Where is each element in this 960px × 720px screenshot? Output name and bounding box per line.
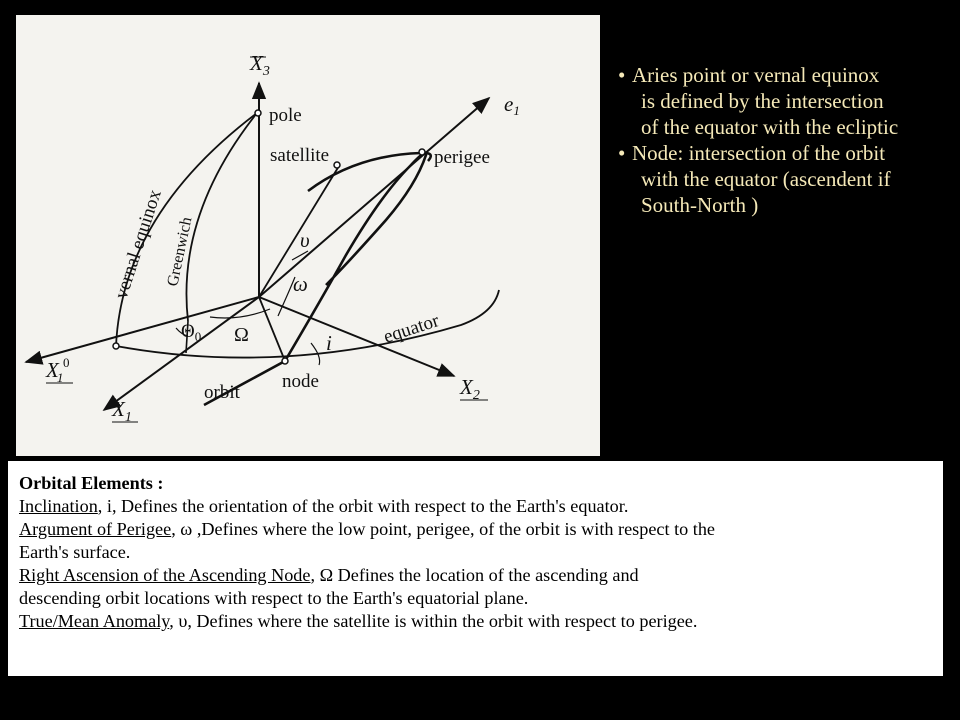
definition-notes (618, 62, 960, 218)
element-term: Argument of Perigee (19, 519, 172, 539)
perigee-label: perigee (434, 147, 490, 168)
panel-title: Orbital Elements : (19, 473, 164, 493)
element-description-continued: descending orbit locations with respect to the Earth's equatorial plane. (19, 588, 529, 608)
x1-0-label: X1 (46, 358, 64, 385)
x2-label: $X_2$ (460, 375, 480, 403)
pole-point (255, 110, 261, 116)
node-point (282, 358, 288, 364)
element-description: , υ, Defines where the satellite is within the orbit with respect to perigee. (169, 611, 698, 631)
omega-small-label: ω (293, 272, 308, 296)
inclination-label: i (326, 331, 332, 355)
orbit-label: orbit (204, 382, 240, 403)
element-term: Inclination (19, 496, 98, 516)
note-line: Node: intersection of the orbit (632, 141, 886, 165)
note-line: with the equator (ascendent if (641, 167, 891, 191)
e1-label: e1 (504, 92, 520, 118)
equinox-point (113, 343, 119, 349)
orbit-path (204, 153, 426, 405)
element-true-anomaly (19, 610, 943, 633)
e1-axis-line (259, 98, 489, 297)
element-term: True/Mean Anomaly (19, 611, 170, 631)
x1-label: $X_1$ (112, 397, 132, 425)
orbital-elements-panel (8, 461, 943, 676)
note-line: South-North ) (641, 193, 759, 217)
node-label: node (282, 371, 319, 392)
omega-big-label: Ω (234, 324, 249, 346)
x1-0-sup-label: 0 (63, 355, 70, 370)
equator-label: equator (381, 310, 442, 348)
note-aries-point (618, 62, 960, 140)
element-description: , i, Defines the orientation of the orbit with respect to the Earth's equator. (97, 496, 629, 516)
vernal-equinox-label: vernal equinox (110, 187, 166, 302)
satellite-point (334, 162, 340, 168)
x1-0-axis-line (26, 297, 259, 362)
x2-axis-line (259, 297, 454, 376)
note-line: of the equator with the ecliptic (641, 115, 899, 139)
x3-label: $X_3$ (250, 51, 270, 79)
pole-label: pole (269, 105, 302, 126)
element-term: Right Ascension of the Ascending Node (19, 565, 311, 585)
satellite-label: satellite (270, 145, 330, 166)
theta0-label: $\Theta_0$ (181, 321, 202, 344)
note-node (618, 140, 960, 218)
element-description: , Ω Defines the location of the ascending and (310, 565, 639, 585)
element-description-continued: Earth's surface. (19, 542, 131, 562)
element-inclination (19, 495, 943, 518)
bullet-icon: • (618, 141, 626, 165)
orbital-elements-diagram (16, 15, 600, 456)
nu-label: υ (300, 228, 310, 252)
perigee-point (419, 149, 425, 155)
bullet-icon: • (618, 63, 626, 87)
greenwich-label: Greenwich (164, 215, 196, 288)
element-description: , ω ,Defines where the low point, perigee, of the orbit is with respect to the (171, 519, 716, 539)
note-line: is defined by the intersection (641, 89, 884, 113)
element-argument-of-perigee (19, 518, 943, 541)
note-line: Aries point or vernal equinox (632, 63, 880, 87)
greenwich-meridian (186, 113, 257, 321)
element-right-ascension (19, 564, 943, 587)
